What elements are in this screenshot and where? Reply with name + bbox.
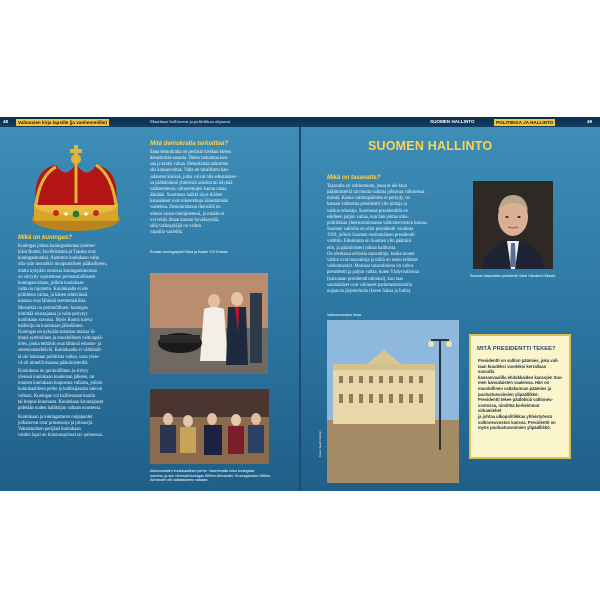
right-book-tag: POLITIIKKA JA HALLINTO [496, 119, 554, 125]
president-portrait-photo [473, 181, 553, 269]
dutch-royal-family-photo [150, 389, 269, 464]
royalty-paragraph-2: Kuningas on nykyään monissa maissa lä- hinnä symbolinen ja muodollinen valtionpää- mies, jonka tehtävät ovat lähinnä edustus- ja seremoniatehtäviä. Kuninkaalla ei välttämät- tä ole lainkaan poliittista valtaa, vaan yleis- vä oli nimellä maassa pääministeriltä. [18, 330, 104, 366]
page-title: SUOMEN HALLINTO [368, 139, 493, 153]
royal-photo-caption: Ruotsin kuningaspari Silvia ja Kaarle XVI Kustaa. [150, 250, 229, 254]
right-page-number: 49 [587, 119, 593, 124]
right-section-title: SUOMEN HALLINTO [430, 119, 475, 124]
royalty-paragraph-4: Kuninkaan ja kuningattaren nuijapuolet julkaisevat ovat prinsessoja ja prinssejä. Valtaistuimen perijänä kuninkaan vanhin lapsi on kruununprinssi tai -prinsessa. [18, 415, 103, 439]
page-header-bar [0, 117, 600, 127]
info-box-text: Presidentti on valtion päämies, joka vali- taan kuudeksi vuodeksi kerrallaan suoralla kansanvaalilla ehdokkaiden kansojen Suo- men kansalaisten vaaleissa. Hän on muodollinen valtakunnan päämies ja puolustusvoimien ylipäällikkö. Presidentti tekee päätöksiä valtioneu- vostossa, nimittää korkeimmat virkamiehet ja johtaa ulkopolitiikkaa yhteistyössä valtioneuvoston kanssa. Presidentti on myös puolustusvoimien ylipäällikkö. [478, 358, 563, 431]
left-section-title: Maailmaa hallitsevat ja politiikkaa ohjaavat [150, 119, 231, 124]
democracy-heading: Mitä demokratia tarkoittaa? [150, 141, 229, 147]
republic-paragraph-2: On olemassa erilaisia tasavaltoja, koska monet valtiot ovat tasavaltoja ja niillä on usein erilaiset valtiomuodot. Monissa tasavalloissa on vahva presidentti ja paljon valtaa, kuten Yhdysvalloissa (kutsutaan presidenttivaltioksi), kun taas suomalaiset ovat valinneet parlamentarismiin nojaavan järjestelmän (kuten Saksa ja Italia). [327, 252, 419, 294]
info-box-title: MITÄ PRESIDENTTI TEKEE? [477, 346, 556, 352]
dutch-photo-caption: Alankomaiden kuninkaallinen perhe. Vasemmalla istuu kuningatar maxima, ja sen vieressä kuningas Willem-Alexander. Kruunajaisissa Willem- Alexander otti valtaistuimen vastaan. [150, 469, 272, 482]
republic-heading: Mikä on tasavalta? [327, 175, 381, 181]
royalty-paragraph-3: Kuninkuus on perinnöllinen ja siirtyy yleensä kuninkaan kuoleman jälkeen, tai muuten kuninkaan luopuessa vallasta, jolloin kuninkaallinen perhe ja hallitsijasuku tulevat valtaan. Kuningas voi hallitessaan kuolla tai luopua kruunusta. Kuninkaan kruunajaiset pidetään uuden hallitsijan valtaan noustessa. [18, 369, 104, 411]
page-gutter [299, 127, 301, 491]
president-photo-caption: Suomen tasavallan presidentti Sauli Väinämö Niinistö. [470, 274, 557, 278]
royalty-heading: Mikä on kuningas? [18, 235, 73, 241]
book-spread [0, 117, 600, 491]
royalty-paragraph-1: Kuningas johtaa kuningaskuntaa (esimer- kiksi Ruotsi, Iso-Britannia ja Tanska ovat kuningaskuntia). Aiemmin kuninkaan valta olla vain monarkin muuputullisen pääkalliseen, mutta nykyään monissa kuningaskunnissa on siirrytty rajoitettuun perustuslailliseen kuningasvaltaan, jolloin kuninkaan valta on rajoitettu. Kuninkaalla ei ole poliittista valtaa, ja hänen tehtävänsä maassa ovat lähinnä seremoniallisia. Monarkia on perinnöllinen: kuningas nimittää seuraajansa ja valta periytyy kuninkaan suvussa. Myös Ruotsi tuleva hallitsija on kuninkaan jälkeläinen. [18, 244, 107, 330]
president-info-box [469, 334, 571, 459]
crown-illustration [26, 135, 126, 239]
palace-photo-caption: Valtioneuvoston linna. [327, 313, 362, 317]
photo-credit: Kuva: Sauli Ahonen [318, 430, 322, 457]
left-page-number: 48 [3, 119, 9, 124]
republic-paragraph-1: Tasavalta on valtiomuoto, jossa ei ole kuin pääministeriä tai muuta valtiota johtavaa valitsemaa miestä. Koska valtionpäämies ei periydy, on kansan valitsema presidentti ylin johtaja ja valtion edustaja. Suomessa presidentillä on edelleen paljon valtaa, kun hän johtaa ulko- politiikkaa yhteistoiminnassa valtioneuvoston kanssa. Suomen valtiolla on ollut presidentti vuodesta 1919, jolloin Suomen ensimmäinen presidentti valittiin. Eduskunta on Suomen ylin päättävä elin, ja pääministeri johtaa hallitusta. [327, 184, 428, 251]
swedish-royal-couple-photo [150, 273, 268, 374]
left-book-tag: Valtaosien kirja lapsille (ja vanhemmillle) [18, 119, 107, 125]
government-palace-photo [327, 320, 459, 483]
democracy-paragraph: Sana demokratia on peräisin kreikan kielen demokratia-sanasta. Demo tarkoittaa kan- saa ja kratia valtaa. Demokratia tarkoittaa siis kansanvaltaa. Valta on tavallisten kan- salaisten käsissä, jotka voivat olla edustamise- sa päättämässä yhteisistä asioista tai käyttää valitsemiensa valtuutettujen kautta omaa ääntään. Suomessa kaikki täysi-ikäiset kansalaiset ovat oikeutettuja äänestämään vaaleissa. Demokratiassa ihmisillä on oikeus sanoa mielipiteensä, ja mitään ei voi tehdä ilman kansan hyväksyntää, sillä vallanpitäjät on valittu vapailla vaaleilla. [150, 150, 237, 236]
